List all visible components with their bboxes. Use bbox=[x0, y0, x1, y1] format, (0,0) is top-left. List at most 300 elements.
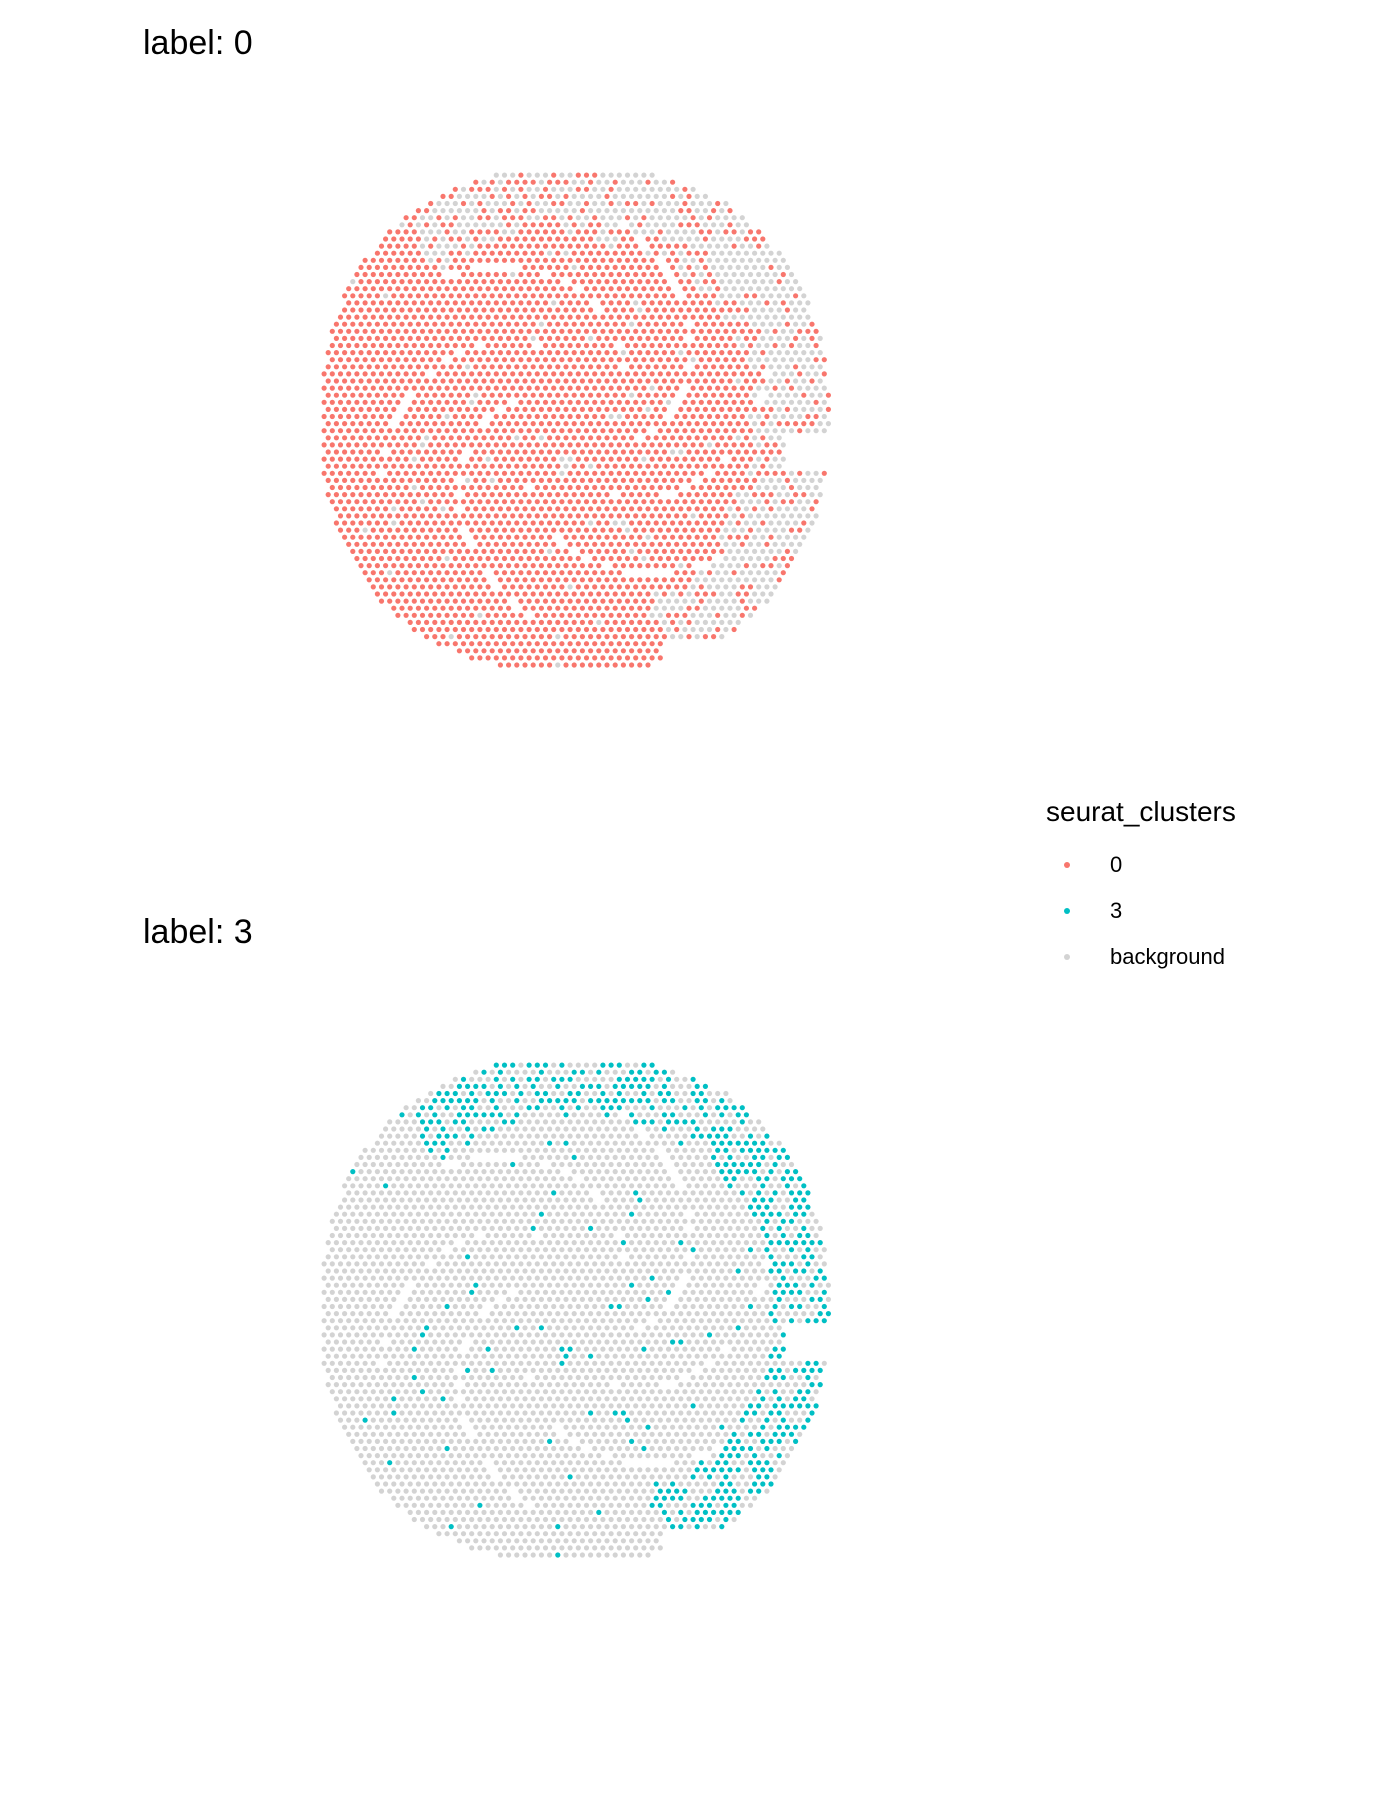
spot-cluster-0 bbox=[539, 293, 544, 298]
spot-cluster-0 bbox=[531, 549, 536, 554]
spot-background bbox=[674, 1233, 679, 1238]
spot-background bbox=[490, 1212, 495, 1217]
spot-background bbox=[481, 1268, 486, 1273]
spot-background bbox=[576, 1290, 581, 1295]
spot-cluster-0 bbox=[449, 336, 454, 341]
spot-cluster-0 bbox=[354, 542, 359, 547]
spot-cluster-0 bbox=[641, 400, 646, 405]
spot-cluster-0 bbox=[440, 435, 445, 440]
spot-cluster-0 bbox=[637, 648, 642, 653]
spot-background bbox=[371, 1304, 376, 1309]
spot-background bbox=[793, 1226, 798, 1231]
spot-background bbox=[449, 1112, 454, 1117]
spot-cluster-0 bbox=[584, 386, 589, 391]
spot-background bbox=[609, 173, 614, 178]
spot-cluster-0 bbox=[486, 499, 491, 504]
spot-cluster-0 bbox=[686, 251, 691, 256]
spot-cluster-0 bbox=[518, 272, 523, 277]
spot-background bbox=[768, 1141, 773, 1146]
spot-cluster-0 bbox=[527, 584, 532, 589]
spot-background bbox=[559, 1176, 564, 1181]
spot-background bbox=[760, 591, 765, 596]
spot-background bbox=[637, 1212, 642, 1217]
spot-cluster-0 bbox=[625, 343, 630, 348]
spot-background bbox=[797, 414, 802, 419]
spot-cluster-0 bbox=[477, 215, 482, 220]
spot-background bbox=[551, 1105, 556, 1110]
spot-cluster-0 bbox=[481, 407, 486, 412]
spot-cluster-0 bbox=[563, 421, 568, 426]
spot-cluster-0 bbox=[670, 563, 675, 568]
spot-cluster-0 bbox=[375, 336, 380, 341]
spot-cluster-0 bbox=[580, 591, 585, 596]
spot-cluster-0 bbox=[723, 343, 728, 348]
spot-background bbox=[604, 1183, 609, 1188]
spot-cluster-0 bbox=[654, 506, 659, 511]
spot-cluster-0 bbox=[375, 279, 380, 284]
spot-cluster-0 bbox=[658, 244, 663, 249]
spot-background bbox=[789, 315, 794, 320]
spot-background bbox=[408, 1212, 413, 1217]
spot-cluster-0 bbox=[477, 556, 482, 561]
spot-cluster-0 bbox=[826, 393, 831, 398]
spot-background bbox=[445, 201, 450, 206]
spot-cluster-0 bbox=[555, 478, 560, 483]
spot-cluster-0 bbox=[498, 634, 503, 639]
spot-background bbox=[539, 1254, 544, 1259]
spot-background bbox=[756, 599, 761, 604]
spot-background bbox=[539, 1155, 544, 1160]
spot-background bbox=[498, 1141, 503, 1146]
spot-background bbox=[781, 414, 786, 419]
spot-cluster-0 bbox=[358, 322, 363, 327]
spot-cluster-0 bbox=[732, 300, 737, 305]
spot-background bbox=[670, 222, 675, 227]
spot-cluster-0 bbox=[506, 208, 511, 213]
spot-cluster-0 bbox=[650, 371, 655, 376]
spot-cluster-0 bbox=[645, 378, 650, 383]
spot-background bbox=[518, 1261, 523, 1266]
spot-cluster-0 bbox=[510, 442, 515, 447]
spot-background bbox=[416, 1297, 421, 1302]
spot-background bbox=[764, 1276, 769, 1281]
spot-cluster-0 bbox=[375, 407, 380, 412]
spot-cluster-0 bbox=[547, 236, 552, 241]
spot-cluster-0 bbox=[596, 279, 601, 284]
spot-cluster-0 bbox=[539, 194, 544, 199]
spot-cluster-0 bbox=[440, 421, 445, 426]
spot-background bbox=[613, 1126, 618, 1131]
spot-cluster-0 bbox=[748, 343, 753, 348]
spot-cluster-0 bbox=[678, 435, 683, 440]
spot-cluster-0 bbox=[416, 336, 421, 341]
spot-cluster-0 bbox=[527, 258, 532, 263]
spot-background bbox=[428, 1219, 433, 1224]
spot-cluster-0 bbox=[391, 435, 396, 440]
spot-cluster-0 bbox=[576, 599, 581, 604]
spot-cluster-0 bbox=[334, 464, 339, 469]
spot-background bbox=[432, 1126, 437, 1131]
spot-cluster-0 bbox=[650, 201, 655, 206]
spot-cluster-0 bbox=[629, 648, 634, 653]
spot-cluster-0 bbox=[527, 400, 532, 405]
spot-background bbox=[707, 258, 712, 263]
spot-cluster-0 bbox=[494, 542, 499, 547]
spot-cluster-0 bbox=[559, 286, 564, 291]
spot-background bbox=[551, 1162, 556, 1167]
spot-cluster-0 bbox=[461, 485, 466, 490]
spot-background bbox=[654, 1197, 659, 1202]
spot-background bbox=[818, 1254, 823, 1259]
spot-background bbox=[699, 1162, 704, 1167]
spot-background bbox=[756, 1276, 761, 1281]
spot-background bbox=[518, 1304, 523, 1309]
spot-background bbox=[404, 1105, 409, 1110]
spot-cluster-0 bbox=[473, 606, 478, 611]
spot-background bbox=[740, 229, 745, 234]
spot-background bbox=[621, 520, 626, 525]
spot-background bbox=[584, 1304, 589, 1309]
spot-cluster-0 bbox=[490, 591, 495, 596]
spot-cluster-0 bbox=[477, 442, 482, 447]
spot-cluster-0 bbox=[383, 322, 388, 327]
spot-cluster-0 bbox=[371, 371, 376, 376]
spot-cluster-0 bbox=[633, 244, 638, 249]
spot-cluster-0 bbox=[752, 407, 757, 412]
spot-cluster-0 bbox=[494, 613, 499, 618]
spot-cluster-0 bbox=[600, 272, 605, 277]
spot-background bbox=[572, 1240, 577, 1245]
spot-background bbox=[543, 1134, 548, 1139]
spot-background bbox=[416, 1311, 421, 1316]
spot-cluster-0 bbox=[625, 414, 630, 419]
spot-cluster-0 bbox=[477, 627, 482, 632]
spot-cluster-0 bbox=[420, 613, 425, 618]
spot-cluster-0 bbox=[613, 464, 618, 469]
spot-background bbox=[600, 1119, 605, 1124]
spot-cluster-0 bbox=[498, 393, 503, 398]
spot-background bbox=[449, 1155, 454, 1160]
spot-background bbox=[395, 1119, 400, 1124]
spot-cluster-0 bbox=[645, 577, 650, 582]
spot-background bbox=[592, 1091, 597, 1096]
spot-cluster-0 bbox=[547, 364, 552, 369]
spot-cluster-0 bbox=[547, 194, 552, 199]
spot-cluster-0 bbox=[395, 315, 400, 320]
spot-cluster-0 bbox=[559, 343, 564, 348]
spot-cluster-0 bbox=[617, 457, 622, 462]
spot-cluster-0 bbox=[584, 471, 589, 476]
spot-cluster-0 bbox=[576, 428, 581, 433]
spot-cluster-0 bbox=[436, 556, 441, 561]
spot-cluster-0 bbox=[506, 293, 511, 298]
spot-background bbox=[576, 1219, 581, 1224]
spot-background bbox=[641, 1247, 646, 1252]
spot-cluster-0 bbox=[633, 258, 638, 263]
spot-background bbox=[522, 1283, 527, 1288]
spot-cluster-0 bbox=[604, 435, 609, 440]
spot-background bbox=[539, 1226, 544, 1231]
spot-cluster-0 bbox=[555, 606, 560, 611]
spot-background bbox=[744, 279, 749, 284]
spot-background bbox=[461, 1233, 466, 1238]
spot-cluster-0 bbox=[719, 492, 724, 497]
spot-cluster-0 bbox=[461, 357, 466, 362]
spot-cluster-0 bbox=[502, 258, 507, 263]
spot-background bbox=[584, 1247, 589, 1252]
spot-cluster-0 bbox=[576, 315, 581, 320]
spot-cluster-0 bbox=[604, 251, 609, 256]
spot-background bbox=[465, 1212, 470, 1217]
spot-cluster-0 bbox=[379, 329, 384, 334]
spot-background bbox=[449, 208, 454, 213]
spot-background bbox=[342, 1183, 347, 1188]
spot-cluster-0 bbox=[383, 364, 388, 369]
spot-cluster-0 bbox=[719, 549, 724, 554]
spot-background bbox=[658, 1190, 663, 1195]
spot-background bbox=[703, 1226, 708, 1231]
spot-background bbox=[555, 1112, 560, 1117]
spot-cluster-0 bbox=[428, 570, 433, 575]
spot-background bbox=[768, 322, 773, 327]
spot-background bbox=[641, 556, 646, 561]
spot-background bbox=[752, 1311, 757, 1316]
spot-background bbox=[506, 1197, 511, 1202]
spot-background bbox=[633, 1176, 638, 1181]
spot-cluster-0 bbox=[457, 322, 462, 327]
spot-background bbox=[555, 208, 560, 213]
spot-background bbox=[367, 1197, 372, 1202]
spot-cluster-0 bbox=[436, 457, 441, 462]
spot-cluster-0 bbox=[416, 307, 421, 312]
spot-cluster-0 bbox=[481, 322, 486, 327]
spot-background bbox=[490, 222, 495, 227]
spot-cluster-0 bbox=[645, 662, 650, 667]
spot-background bbox=[371, 1276, 376, 1281]
spot-cluster-0 bbox=[621, 464, 626, 469]
spot-cluster-0 bbox=[502, 315, 507, 320]
spot-cluster-0 bbox=[711, 378, 716, 383]
spot-cluster-0 bbox=[625, 258, 630, 263]
spot-background bbox=[428, 1091, 433, 1096]
spot-cluster-0 bbox=[596, 506, 601, 511]
spot-background bbox=[736, 236, 741, 241]
spot-background bbox=[572, 1268, 577, 1273]
spot-background bbox=[793, 1311, 798, 1316]
spot-cluster-0 bbox=[371, 485, 376, 490]
spot-background bbox=[342, 1254, 347, 1259]
spot-cluster-0 bbox=[531, 492, 536, 497]
spot-background bbox=[559, 1219, 564, 1224]
spot-background bbox=[555, 662, 560, 667]
spot-cluster-0 bbox=[326, 378, 331, 383]
spot-background bbox=[699, 613, 704, 618]
spot-cluster-0 bbox=[354, 513, 359, 518]
spot-background bbox=[682, 1077, 687, 1082]
spot-cluster-0 bbox=[481, 634, 486, 639]
spot-background bbox=[563, 222, 568, 227]
spot-cluster-0 bbox=[617, 528, 622, 533]
spot-background bbox=[691, 201, 696, 206]
spot-background bbox=[609, 1119, 614, 1124]
spot-background bbox=[674, 1134, 679, 1139]
spot-cluster-0 bbox=[506, 307, 511, 312]
spot-cluster-0 bbox=[682, 584, 687, 589]
spot-background bbox=[654, 1311, 659, 1316]
spot-cluster-0 bbox=[477, 528, 482, 533]
spot-cluster-0 bbox=[691, 457, 696, 462]
spot-cluster-0 bbox=[666, 286, 671, 291]
spot-cluster-0 bbox=[588, 307, 593, 312]
spot-cluster-0 bbox=[703, 478, 708, 483]
spot-cluster-0 bbox=[641, 371, 646, 376]
spot-background bbox=[662, 222, 667, 227]
spot-background bbox=[395, 1176, 400, 1181]
spot-cluster-0 bbox=[416, 506, 421, 511]
spot-cluster-0 bbox=[486, 641, 491, 646]
spot-cluster-0 bbox=[490, 293, 495, 298]
spot-cluster-0 bbox=[358, 535, 363, 540]
spot-background bbox=[748, 1219, 753, 1224]
spot-cluster-0 bbox=[502, 414, 507, 419]
spot-background bbox=[404, 1148, 409, 1153]
spot-background bbox=[715, 1091, 720, 1096]
spot-background bbox=[486, 1162, 491, 1167]
spot-cluster-0 bbox=[363, 357, 368, 362]
spot-cluster-0 bbox=[477, 655, 482, 660]
spot-cluster-0 bbox=[350, 421, 355, 426]
spot-cluster-0 bbox=[580, 265, 585, 270]
spot-background bbox=[764, 556, 769, 561]
spot-background bbox=[461, 1134, 466, 1139]
spot-cluster-0 bbox=[641, 599, 646, 604]
spot-background bbox=[428, 1162, 433, 1167]
spot-background bbox=[723, 1247, 728, 1252]
spot-cluster-0 bbox=[613, 336, 618, 341]
spot-cluster-0 bbox=[408, 549, 413, 554]
spot-cluster-0 bbox=[502, 627, 507, 632]
spot-background bbox=[732, 513, 737, 518]
spot-cluster-0 bbox=[531, 279, 536, 284]
spot-cluster-0 bbox=[531, 421, 536, 426]
spot-background bbox=[522, 1155, 527, 1160]
spot-cluster-0 bbox=[596, 378, 601, 383]
spot-cluster-0 bbox=[633, 286, 638, 291]
spot-background bbox=[658, 1247, 663, 1252]
spot-cluster-0 bbox=[576, 513, 581, 518]
spot-cluster-0 bbox=[461, 599, 466, 604]
spot-background bbox=[445, 258, 450, 263]
spot-background bbox=[338, 1205, 343, 1210]
spot-cluster-0 bbox=[654, 350, 659, 355]
spot-cluster-0 bbox=[744, 449, 749, 454]
spot-cluster-0 bbox=[572, 336, 577, 341]
spot-cluster-0 bbox=[555, 307, 560, 312]
spot-cluster-0 bbox=[367, 336, 372, 341]
spot-background bbox=[777, 1169, 782, 1174]
spot-cluster-0 bbox=[375, 421, 380, 426]
spot-background bbox=[592, 1162, 597, 1167]
spot-cluster-0 bbox=[391, 492, 396, 497]
spot-background bbox=[674, 187, 679, 192]
spot-cluster-0 bbox=[428, 428, 433, 433]
spot-background bbox=[334, 1212, 339, 1217]
spot-cluster-0 bbox=[440, 577, 445, 582]
spot-cluster-0 bbox=[588, 648, 593, 653]
spot-cluster-0 bbox=[650, 499, 655, 504]
spot-cluster-0 bbox=[563, 662, 568, 667]
spot-cluster-0 bbox=[395, 286, 400, 291]
spot-background bbox=[457, 1126, 462, 1131]
spot-background bbox=[473, 1240, 478, 1245]
spot-cluster-0 bbox=[584, 599, 589, 604]
spot-background bbox=[715, 244, 720, 249]
spot-background bbox=[449, 1197, 454, 1202]
spot-background bbox=[645, 1183, 650, 1188]
spot-cluster-0 bbox=[678, 307, 683, 312]
spot-cluster-0 bbox=[650, 485, 655, 490]
spot-cluster-0 bbox=[568, 386, 573, 391]
spot-cluster-0 bbox=[350, 449, 355, 454]
spot-cluster-0 bbox=[531, 251, 536, 256]
spot-cluster-0 bbox=[580, 336, 585, 341]
spot-background bbox=[789, 1276, 794, 1281]
spot-background bbox=[502, 229, 507, 234]
spot-background bbox=[654, 1112, 659, 1117]
spot-background bbox=[793, 535, 798, 540]
spot-background bbox=[727, 606, 732, 611]
spot-cluster-0 bbox=[543, 386, 548, 391]
spot-cluster-0 bbox=[543, 613, 548, 618]
spot-background bbox=[481, 1169, 486, 1174]
spot-background bbox=[416, 1098, 421, 1103]
spot-background bbox=[481, 1283, 486, 1288]
spot-cluster-0 bbox=[699, 343, 704, 348]
spot-cluster-0 bbox=[650, 343, 655, 348]
spot-cluster-0 bbox=[752, 378, 757, 383]
spot-background bbox=[805, 400, 810, 405]
spot-cluster-0 bbox=[514, 535, 519, 540]
spot-cluster-0 bbox=[477, 485, 482, 490]
spot-cluster-0 bbox=[514, 180, 519, 185]
spot-background bbox=[805, 357, 810, 362]
spot-background bbox=[695, 1311, 700, 1316]
spot-cluster-0 bbox=[768, 449, 773, 454]
spot-background bbox=[658, 1105, 663, 1110]
spot-background bbox=[621, 1283, 626, 1288]
spot-background bbox=[748, 272, 753, 277]
spot-background bbox=[522, 1070, 527, 1075]
spot-cluster-0 bbox=[399, 293, 404, 298]
spot-cluster-0 bbox=[588, 265, 593, 270]
spot-background bbox=[805, 499, 810, 504]
spot-cluster-0 bbox=[723, 442, 728, 447]
spot-cluster-0 bbox=[625, 315, 630, 320]
spot-background bbox=[764, 343, 769, 348]
spot-cluster-0 bbox=[637, 336, 642, 341]
spot-background bbox=[621, 1311, 626, 1316]
spot-cluster-0 bbox=[428, 442, 433, 447]
spot-background bbox=[588, 1297, 593, 1302]
spot-cluster-0 bbox=[354, 499, 359, 504]
spot-cluster-0 bbox=[375, 364, 380, 369]
spot-background bbox=[699, 272, 704, 277]
spot-background bbox=[371, 1176, 376, 1181]
spot-cluster-0 bbox=[371, 442, 376, 447]
spot-background bbox=[568, 1219, 573, 1224]
spot-cluster-0 bbox=[412, 315, 417, 320]
spot-background bbox=[682, 258, 687, 263]
